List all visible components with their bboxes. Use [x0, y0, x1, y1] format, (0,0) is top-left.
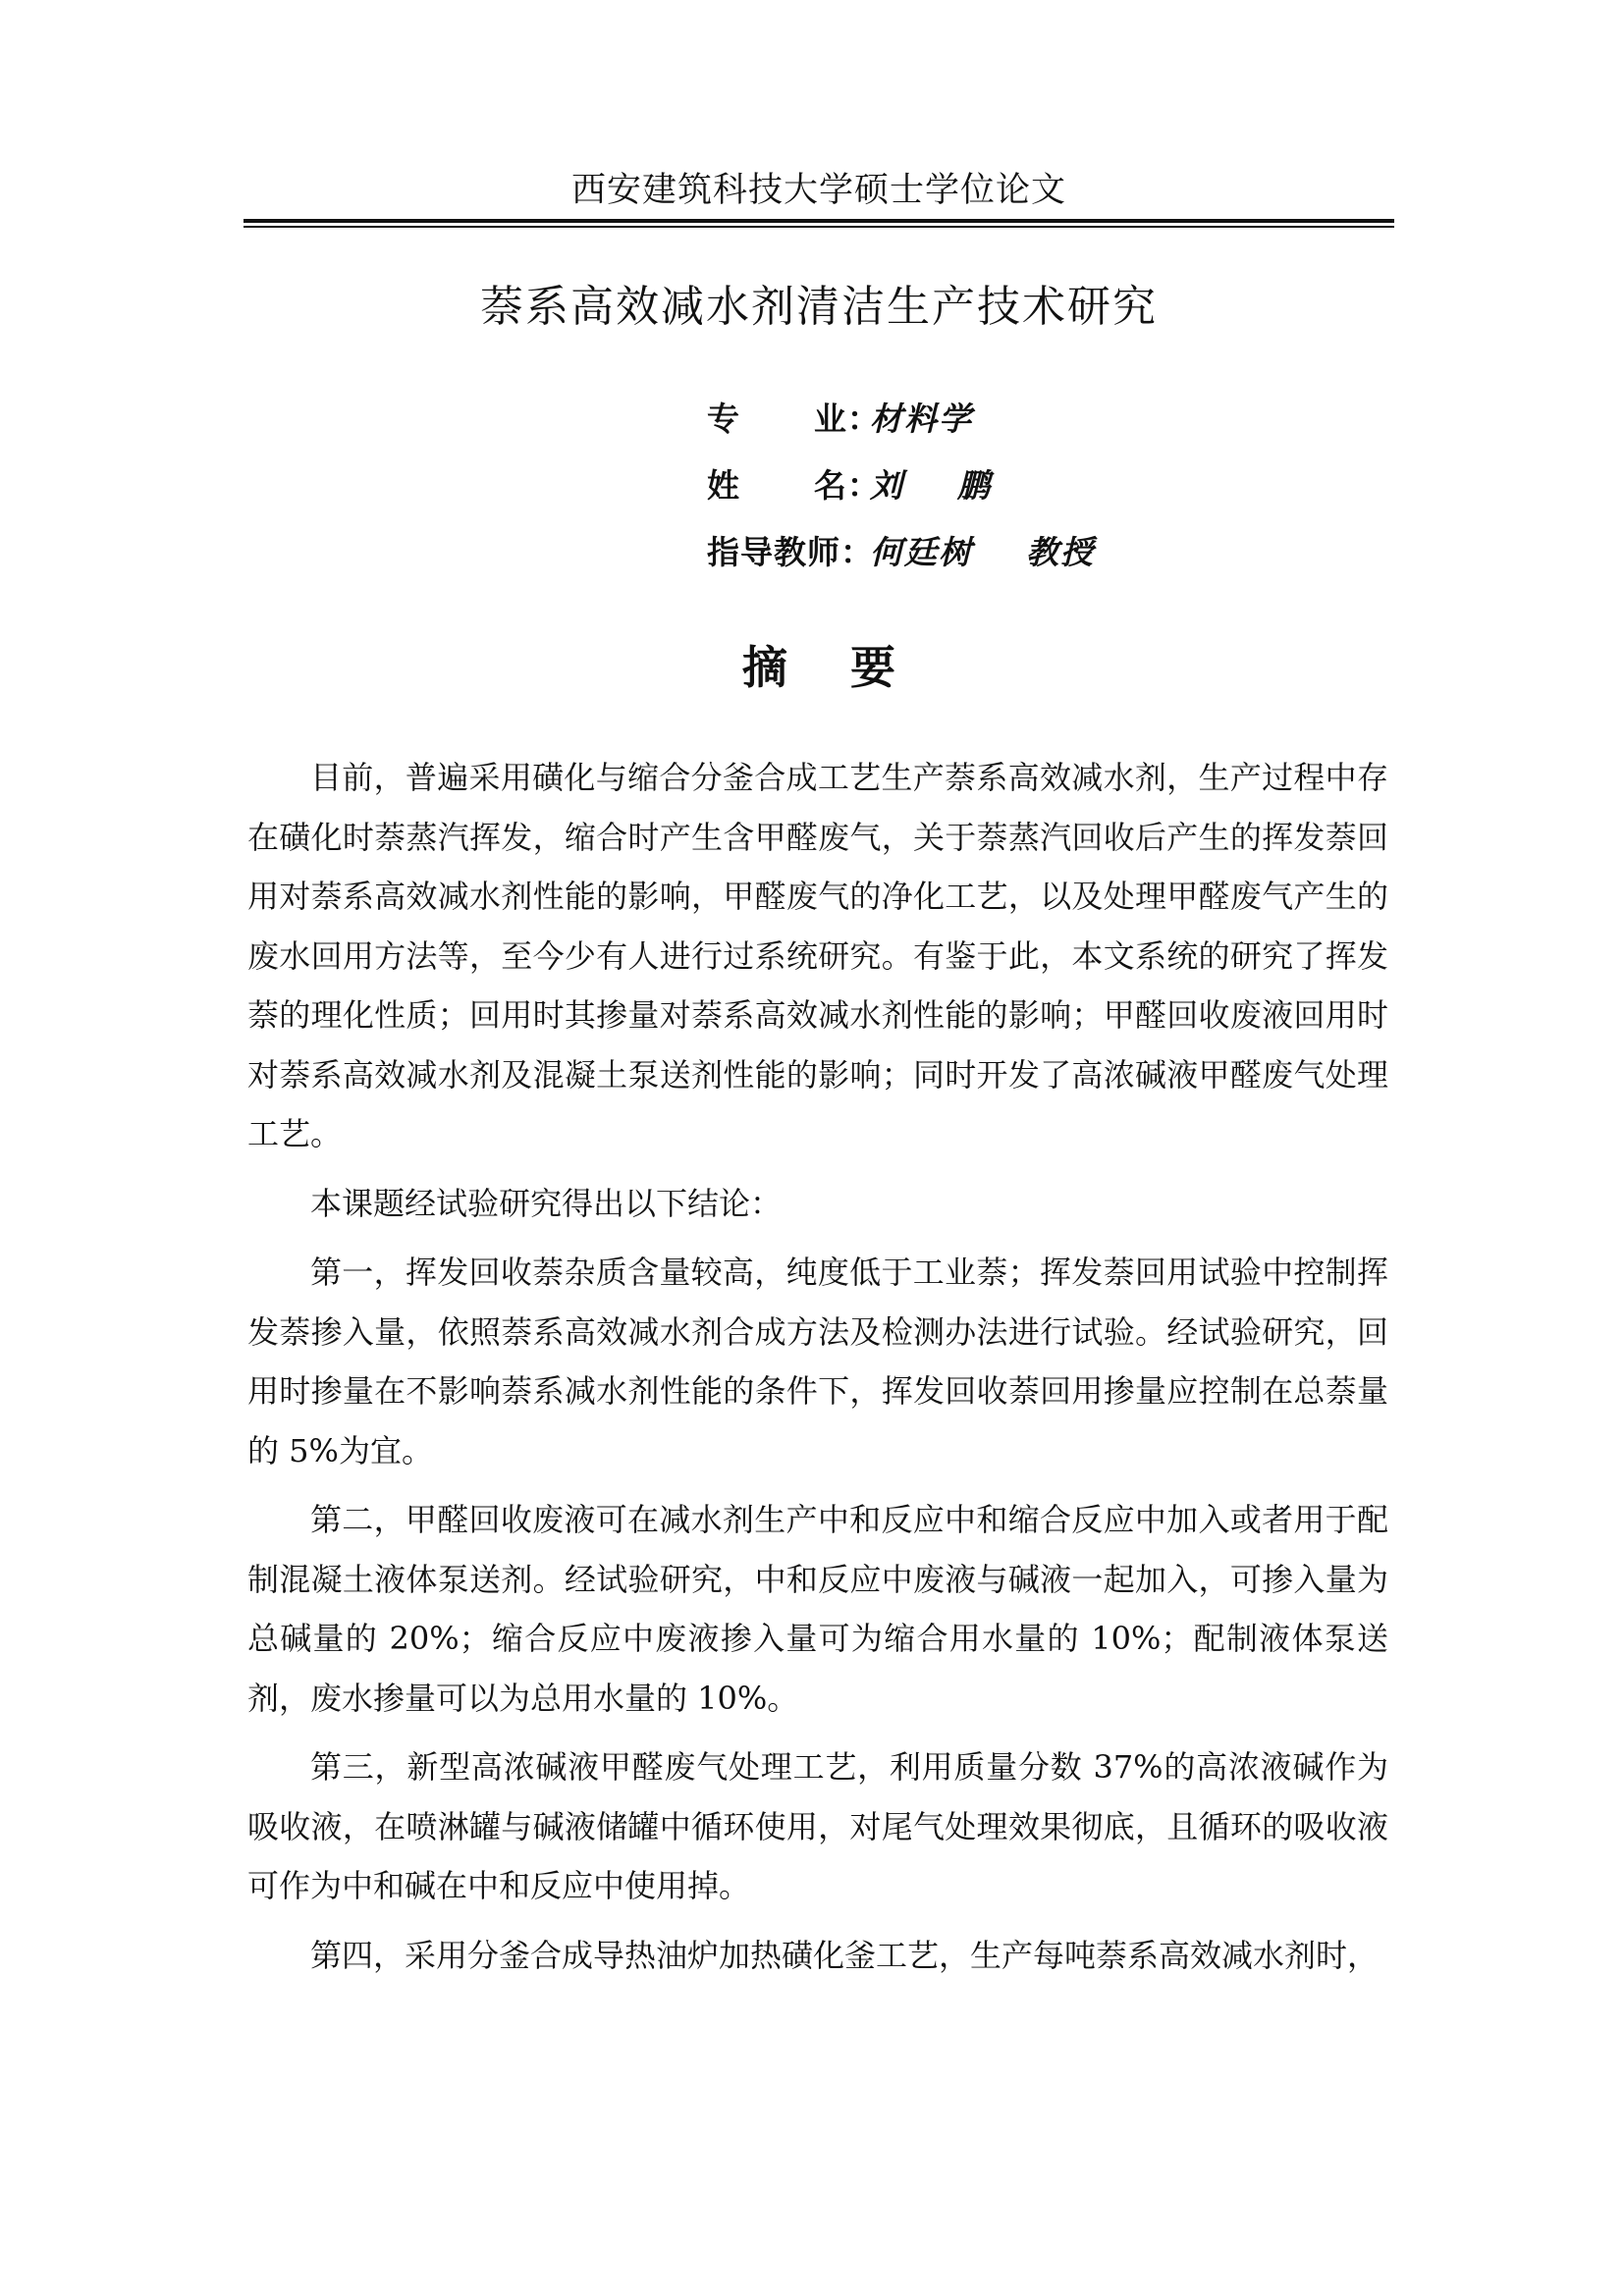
- major-row: [707, 383, 1296, 450]
- abstract-paragraph: 第一，挥发回收萘杂质含量较高，纯度低于工业萘；挥发萘回用试验中控制挥发萘掺入量，依照萘系高效减水剂合成方法及检测办法进行试验。经试验研究，回用时掺量在不影响萘系减水剂性能的条件下，挥发回收萘回用掺量应控制在总萘量的 5%为宜。: [247, 1254, 1388, 1469]
- abstract-paragraph: 第四，采用分釜合成导热油炉加热磺化釜工艺，生产每吨萘系高效减水剂时，: [310, 1936, 1380, 1974]
- major-label: 专 业：: [707, 399, 881, 438]
- abstract-paragraph: 第二，甲醛回收废液可在减水剂生产中和反应中和缩合反应中加入或者用于配制混凝土液体泵送剂。经试验研究，中和反应中废液与碱液一起加入，可掺入量为总碱量的 20%；缩合反应中废液掺入量可为缩合用水量的 10%；配制液体泵送剂，废水掺量可以为总用水量的 10%。: [247, 1501, 1388, 1717]
- abstract-body: [247, 748, 1388, 1995]
- advisor-value: 何廷树 教授: [870, 532, 1095, 571]
- thesis-title: 萘系高效减水剂清洁生产技术研究: [480, 282, 1158, 332]
- advisor-label: 指导教师：: [707, 532, 874, 571]
- author-info: [707, 383, 1296, 583]
- abstract-paragraph: 第三，新型高浓碱液甲醛废气处理工艺，利用质量分数 37%的高浓液碱作为吸收液，在喷淋罐与碱液储罐中循环使用，对尾气处理效果彻底，且循环的吸收液可作为中和碱在中和反应中使用掉。: [247, 1748, 1388, 1904]
- advisor-row: [707, 516, 1296, 583]
- name-value: 刘 鹏: [870, 465, 992, 505]
- major-value: 材料学: [870, 399, 973, 438]
- name-row: [707, 450, 1296, 516]
- abstract-paragraph: 本课题经试验研究得出以下结论：: [310, 1184, 783, 1222]
- header-rule-thin: [244, 226, 1394, 228]
- header-rule-thick: [244, 219, 1394, 223]
- abstract-paragraph: 目前，普遍采用磺化与缩合分釜合成工艺生产萘系高效减水剂，生产过程中存在磺化时萘蒸汽挥发，缩合时产生含甲醛废气，关于萘蒸汽回收后产生的挥发萘回用对萘系高效减水剂性能的影响，甲醛废气的净化工艺，以及处理甲醛废气产生的废水回用方法等，至今少有人进行过系统研究。有鉴于此，本文系统的研究了挥发萘的理化性质；回用时其掺量对萘系高效减水剂性能的影响；甲醛回收废液回用时对萘系高效减水剂及混凝土泵送剂性能的影响；同时开发了高浓碱液甲醛废气处理工艺。: [247, 759, 1388, 1152]
- abstract-heading: 摘 要: [741, 641, 896, 694]
- name-label: 姓 名：: [707, 465, 881, 505]
- running-header: 西安建筑科技大学硕士学位论文: [570, 171, 1066, 210]
